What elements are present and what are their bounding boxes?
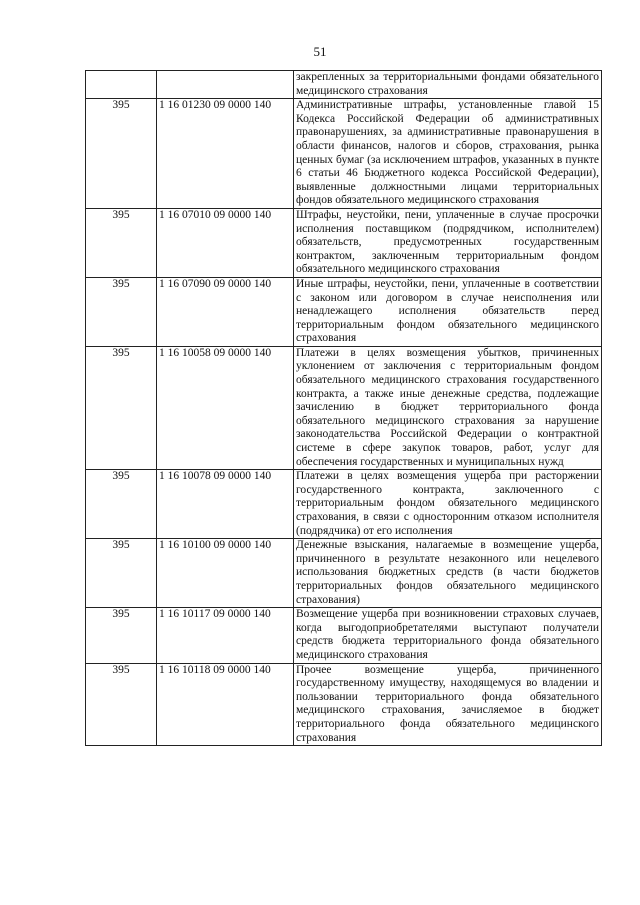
income-name-cell: Денежные взыскания, налагаемые в возмещение ущерба, причиненного в результате незаконного или нецелевого использования бюджетных средств (в части бюджетов территориальных фондов обязательного медицинского страхования) xyxy=(294,539,602,608)
income-name-cell: Платежи в целях возмещения ущерба при расторжении государственного контракта, заключенного с территориальным фондом обязательного медицинского страхования, в связи с односторонним отказом исполнителя (подрядчика) от его исполнения xyxy=(294,470,602,539)
income-name-cell: Платежи в целях возмещения убытков, причиненных уклонением от заключения с территориальным фондом обязательного медицинского страхования государственного контракта, а также иные денежные средства, подлежащие зачислению в бюджет территориального фонда обязательного медицинского страхования за нарушение законодательства Российской Федерации о контрактной системе в сфере закупок товаров, работ, услуг для обеспечения государственных и муниципальных нужд xyxy=(294,346,602,469)
table-body xyxy=(86,71,602,746)
budget-code-cell xyxy=(157,71,294,99)
admin-code-cell: 395 xyxy=(86,608,157,663)
table-row xyxy=(86,277,602,346)
table-row xyxy=(86,608,602,663)
admin-code-cell: 395 xyxy=(86,208,157,277)
income-name-cell: Прочее возмещение ущерба, причиненного государственному имуществу, находящемуся во владении и пользовании территориального фонда обязательного медицинского страхования, зачисляемое в бюджет территориального фонда обязательного медицинского страхования xyxy=(294,663,602,746)
budget-code-cell: 1 16 07010 09 0000 140 xyxy=(157,208,294,277)
page-number: 51 xyxy=(313,44,327,59)
table-row xyxy=(86,470,602,539)
income-name-cell: Штрафы, неустойки, пени, уплаченные в случае просрочки исполнения поставщиком (подрядчиком, исполнителем) обязательств, предусмотренных государственным контрактом, заключенным территориальным фондом обязательного медицинского страхования xyxy=(294,208,602,277)
admin-code-cell: 395 xyxy=(86,663,157,746)
budget-code-cell: 1 16 10117 09 0000 140 xyxy=(157,608,294,663)
budget-code-cell: 1 16 10118 09 0000 140 xyxy=(157,663,294,746)
table-row xyxy=(86,71,602,99)
budget-code-cell: 1 16 10100 09 0000 140 xyxy=(157,539,294,608)
table-row xyxy=(86,539,602,608)
table-row xyxy=(86,99,602,209)
table-row xyxy=(86,663,602,746)
budget-code-cell: 1 16 10078 09 0000 140 xyxy=(157,470,294,539)
income-name-cell: закрепленных за территориальными фондами обязательного медицинского страхования xyxy=(294,71,602,99)
admin-code-cell: 395 xyxy=(86,277,157,346)
admin-code-cell: 395 xyxy=(86,346,157,469)
admin-code-cell: 395 xyxy=(86,539,157,608)
admin-code-cell: 395 xyxy=(86,99,157,209)
budget-code-cell: 1 16 01230 09 0000 140 xyxy=(157,99,294,209)
income-name-cell: Возмещение ущерба при возникновении страховых случаев, когда выгодоприобретателями выступают получатели средств бюджета территориального фонда обязательного медицинского страхования xyxy=(294,608,602,663)
income-name-cell: Иные штрафы, неустойки, пени, уплаченные в соответствии с законом или договором в случае неисполнения или ненадлежащего исполнения обязательств перед территориальным фондом обязательного медицинского страхования xyxy=(294,277,602,346)
table-row xyxy=(86,208,602,277)
admin-code-cell xyxy=(86,71,157,99)
budget-classification-table xyxy=(85,70,602,746)
budget-code-cell: 1 16 10058 09 0000 140 xyxy=(157,346,294,469)
income-name-cell: Административные штрафы, установленные главой 15 Кодекса Российской Федерации об административных правонарушениях, за административные правонарушения в области финансов, налогов и сборов, страхования, рынка ценных бумаг (за исключением штрафов, указанных в пункте 6 статьи 46 Бюджетного кодекса Российской Федерации), выявленные должностными лицами территориальных фондов обязательного медицинского страхования xyxy=(294,99,602,209)
budget-code-cell: 1 16 07090 09 0000 140 xyxy=(157,277,294,346)
admin-code-cell: 395 xyxy=(86,470,157,539)
table-row xyxy=(86,346,602,469)
